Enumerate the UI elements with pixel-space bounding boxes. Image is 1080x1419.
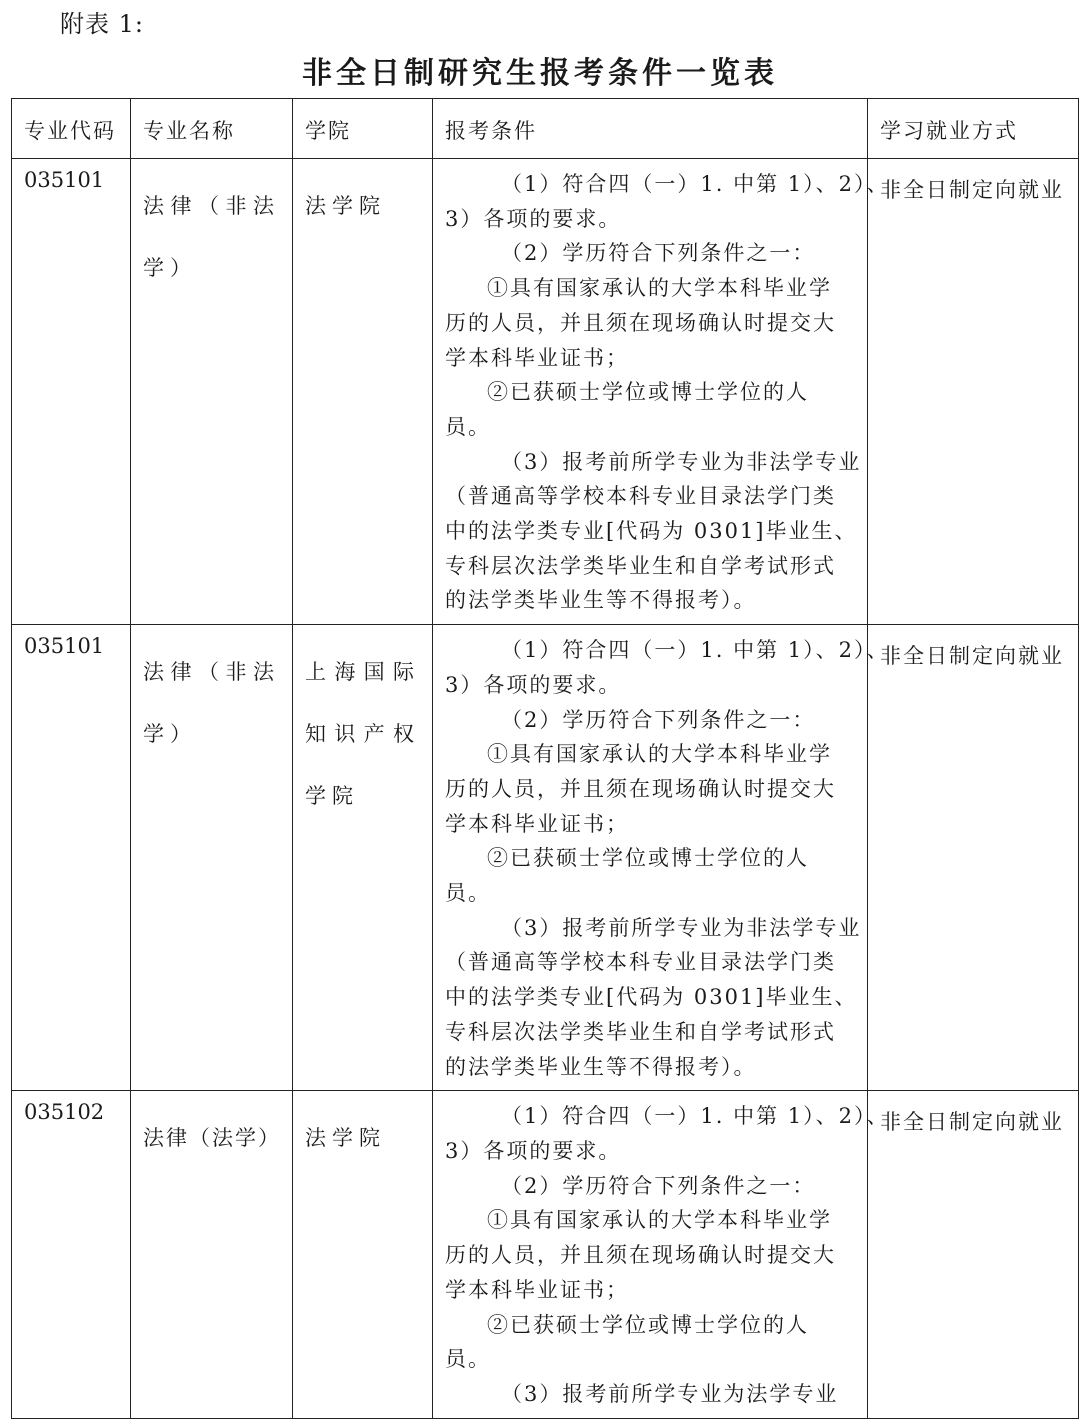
condition-line: 的法学类毕业生等不得报考）。 xyxy=(445,1054,757,1079)
condition-line: 3）各项的要求。 xyxy=(445,206,622,231)
condition-line: ①具有国家承认的大学本科毕业学 xyxy=(487,1208,832,1233)
condition-line: 3）各项的要求。 xyxy=(445,672,622,697)
study-mode: 非全日制定向就业 xyxy=(880,644,1064,669)
condition-line: （2）学历符合下列条件之一： xyxy=(501,241,816,266)
condition-line: （3）报考前所学专业为非法学专业 xyxy=(501,915,862,940)
condition-line: ②已获硕士学位或博士学位的人 xyxy=(487,1312,809,1337)
condition-line: （1）符合四（一）1. 中第 1）、2）、 xyxy=(501,638,890,663)
condition-line: ②已获硕士学位或博士学位的人 xyxy=(487,380,809,405)
major-name-cell xyxy=(131,625,293,1091)
major-code: 035101 xyxy=(24,634,105,659)
conditions-text xyxy=(433,625,890,1090)
study-mode: 非全日制定向就业 xyxy=(880,1110,1064,1135)
condition-line: （普通高等学校本科专业目录法学门类 xyxy=(445,484,836,509)
table-row xyxy=(12,159,1079,625)
condition-line: 历的人员，并且须在现场确认时提交大 xyxy=(445,310,836,335)
table-row xyxy=(12,625,1079,1091)
condition-line: 专科层次法学类毕业生和自学考试形式 xyxy=(445,553,836,578)
study-mode: 非全日制定向就业 xyxy=(880,178,1064,202)
header-major-code: 专业代码 xyxy=(12,99,131,159)
major-code-cell xyxy=(12,159,131,625)
major-name-cell xyxy=(131,1091,293,1418)
condition-line: 员。 xyxy=(445,881,491,906)
page-title: 非全日制研究生报考条件一览表 xyxy=(302,56,778,91)
college-name: 法学院 xyxy=(305,1126,386,1151)
header-study-mode: 学习就业方式 xyxy=(868,99,1079,159)
conditions-text xyxy=(433,159,890,624)
condition-line: 学本科毕业证书； xyxy=(445,811,629,836)
conditions-cell xyxy=(433,159,890,625)
condition-line: （3）报考前所学专业为法学专业 xyxy=(501,1381,839,1406)
condition-line: 学本科毕业证书； xyxy=(445,345,629,370)
condition-line: 3）各项的要求。 xyxy=(445,1138,622,1163)
conditions-text xyxy=(433,1091,890,1417)
major-name: 法律（非法学） xyxy=(143,194,280,280)
conditions-cell xyxy=(433,625,890,1091)
condition-line: （1）符合四（一）1. 中第 1）、2）、 xyxy=(501,1104,890,1129)
condition-line: 中的法学类专业[代码为 0301]毕业生、 xyxy=(445,985,858,1010)
condition-line: （2）学历符合下列条件之一： xyxy=(501,707,816,732)
condition-line: （2）学历符合下列条件之一： xyxy=(501,1173,816,1198)
college-name: 上海国际知识产权学院 xyxy=(305,660,420,809)
major-code: 035101 xyxy=(24,168,105,192)
condition-line: ①具有国家承认的大学本科毕业学 xyxy=(487,742,832,767)
header-conditions: 报考条件 xyxy=(433,99,868,159)
condition-line: ①具有国家承认的大学本科毕业学 xyxy=(487,276,832,301)
header-major-name: 专业名称 xyxy=(131,99,293,159)
conditions-cell xyxy=(433,1091,890,1418)
condition-line: （3）报考前所学专业为非法学专业 xyxy=(501,449,862,474)
major-code-cell xyxy=(12,625,131,1091)
major-name: 法律（法学） xyxy=(143,1126,281,1151)
college-name: 法学院 xyxy=(305,194,386,218)
condition-line: 中的法学类专业[代码为 0301]毕业生、 xyxy=(445,519,858,544)
major-code: 035102 xyxy=(24,1100,105,1125)
college-cell xyxy=(293,159,433,625)
college-cell xyxy=(293,625,433,1091)
study-mode-cell xyxy=(868,1091,1079,1418)
condition-line: 学本科毕业证书； xyxy=(445,1277,629,1302)
study-mode-cell xyxy=(868,159,1079,625)
condition-line: ②已获硕士学位或博士学位的人 xyxy=(487,846,809,871)
table-header-row xyxy=(12,99,1079,159)
major-name-cell xyxy=(131,159,293,625)
requirements-table xyxy=(11,98,1079,1419)
condition-line: （1）符合四（一）1. 中第 1）、2）、 xyxy=(501,172,890,196)
major-code-cell xyxy=(12,1091,131,1418)
condition-line: 历的人员，并且须在现场确认时提交大 xyxy=(445,1243,836,1268)
condition-line: 员。 xyxy=(445,1347,491,1372)
study-mode-cell xyxy=(868,625,1079,1091)
condition-line: （普通高等学校本科专业目录法学门类 xyxy=(445,950,836,975)
attachment-label: 附表 1: xyxy=(60,10,144,38)
college-cell xyxy=(293,1091,433,1418)
condition-line: 员。 xyxy=(445,414,491,439)
condition-line: 的法学类毕业生等不得报考）。 xyxy=(445,588,757,613)
table-row xyxy=(12,1091,1079,1418)
header-college: 学院 xyxy=(293,99,433,159)
major-name: 法律（非法学） xyxy=(143,660,280,747)
condition-line: 专科层次法学类毕业生和自学考试形式 xyxy=(445,1019,836,1044)
condition-line: 历的人员，并且须在现场确认时提交大 xyxy=(445,776,836,801)
